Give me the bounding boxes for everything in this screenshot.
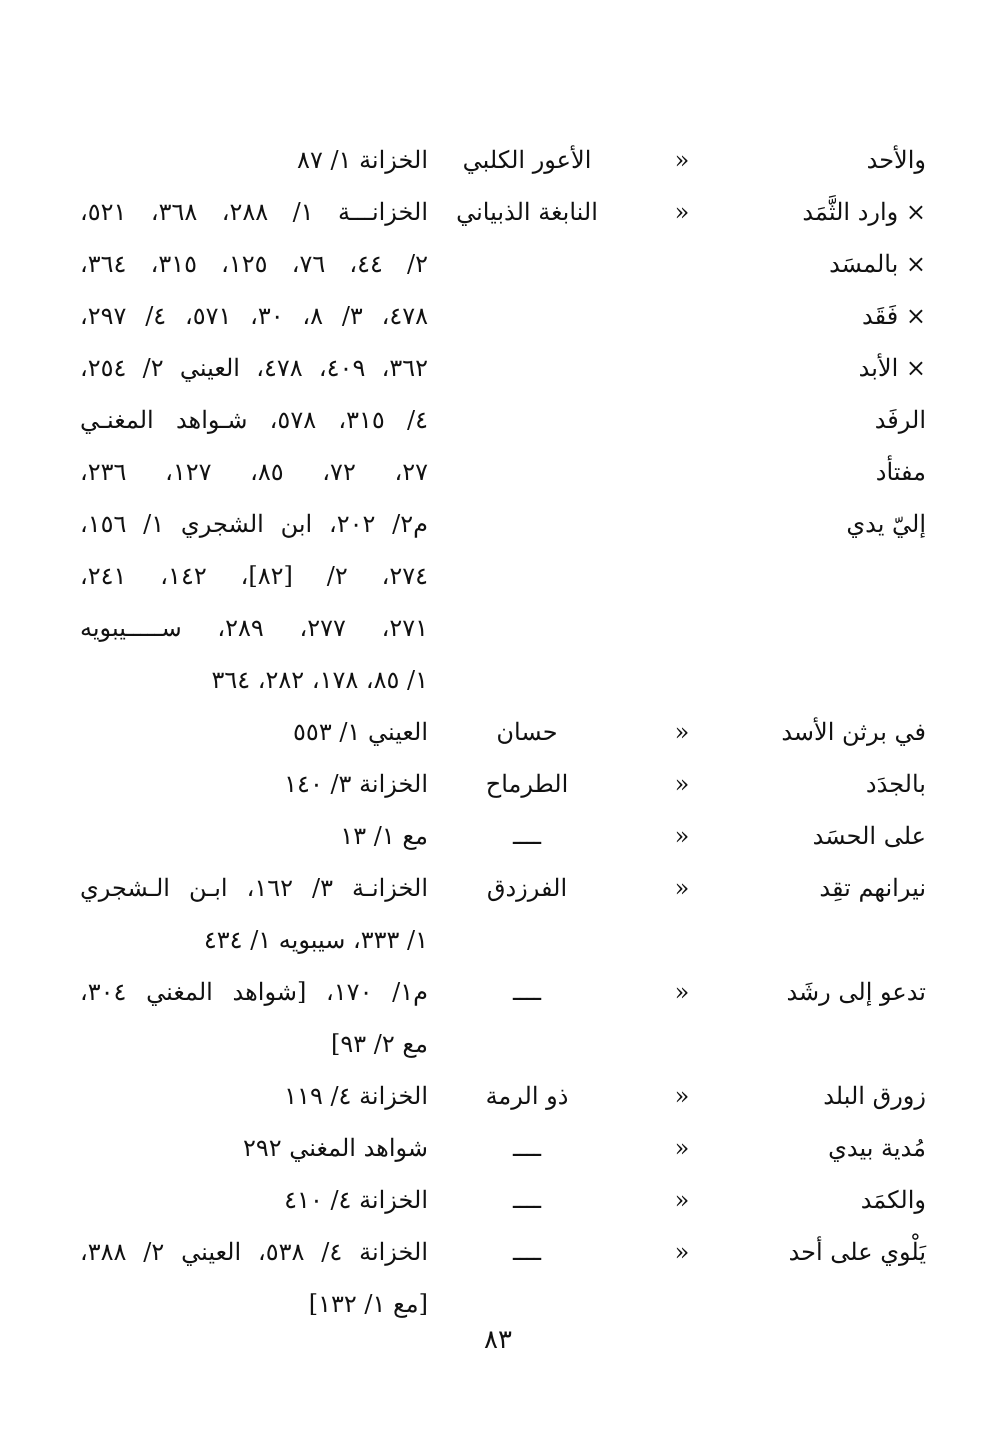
entry-reference: [مع ١/ ١٣٢] xyxy=(308,1290,428,1318)
ditto-mark: « xyxy=(674,198,690,226)
entry-poet: ذو الرمة xyxy=(485,1082,569,1110)
ditto-mark: « xyxy=(674,822,690,850)
entry-word: × وارد الثَّمَد xyxy=(802,198,926,226)
entry-reference: الخزانة ٤/ ٤١٠ xyxy=(284,1186,428,1214)
entry-reference: ٢٧، ٧٢، ٨٥، ١٢٧، ٢٣٦، xyxy=(80,458,428,486)
ditto-mark: « xyxy=(674,770,690,798)
entry-poet: الفرزدق xyxy=(486,874,568,902)
entry-word: الرفَد xyxy=(874,406,926,434)
entry-word: مُدية بيدي xyxy=(828,1134,926,1162)
ditto-mark: « xyxy=(674,146,690,174)
entry-reference: م١/ ١٧٠، [شواهد المغني ٣٠٤، xyxy=(80,978,428,1006)
entry-reference: الخزانة ١/ ٨٧ xyxy=(297,146,428,174)
entry-word: في برثن الأسد xyxy=(781,718,926,746)
ditto-mark: « xyxy=(674,874,690,902)
ditto-mark: « xyxy=(674,718,690,746)
ditto-mark: « xyxy=(674,1134,690,1162)
entry-reference: شواهد المغني ٢٩٢ xyxy=(242,1134,428,1162)
entry-poet: الأعور الكلبي xyxy=(462,146,592,174)
entry-word: بالجدَد xyxy=(865,770,926,798)
entry-poet: حسان xyxy=(496,718,558,746)
entry-word: زورق البلد xyxy=(823,1082,926,1110)
entry-poet: ــــ xyxy=(512,978,542,1006)
entry-word: نيرانهم تقِد xyxy=(819,874,926,902)
entry-poet: ــــ xyxy=(512,1134,542,1162)
entry-word: × الأبد xyxy=(858,354,926,382)
entry-reference: مع ٢/ ٩٣] xyxy=(330,1030,428,1058)
entry-reference: ٤/ ٣١٥، ٥٧٨، شـواهد المغنـي xyxy=(80,406,428,434)
entry-word: والأحد xyxy=(866,146,926,174)
entry-reference: مع ١/ ١٣ xyxy=(340,822,428,850)
entry-reference: ٢٧٤، ٢/ [٨٢]، ١٤٢، ٢٤١، xyxy=(80,562,428,590)
entry-reference: ١/ ٣٣٣، سيبويه ١/ ٤٣٤ xyxy=(203,926,428,954)
entry-poet: ــــ xyxy=(512,822,542,850)
entry-word: على الحسَد xyxy=(812,822,926,850)
entry-reference: ٣٦٢، ٤٠٩، ٤٧٨، العيني ٢/ ٢٥٤، xyxy=(80,354,429,382)
entry-reference: الخزانة ٤/ ١١٩ xyxy=(284,1082,428,1110)
entry-reference: ٤٧٨، ٣/ ٨، ٣٠، ٥٧١، ٤/ ٢٩٧، xyxy=(80,302,428,330)
entry-reference: الخزانة ٤/ ٥٣٨، العيني ٢/ ٣٨٨، xyxy=(80,1238,429,1266)
ditto-mark: « xyxy=(674,1238,690,1266)
ditto-mark: « xyxy=(674,1186,690,1214)
entry-word: إليّ يدي xyxy=(846,510,926,538)
entry-poet: الطرماح xyxy=(485,770,569,798)
entry-reference: ٢/ ٤٤، ٧٦، ١٢٥، ٣١٥، ٣٦٤، xyxy=(80,250,429,278)
entry-poet: ــــ xyxy=(512,1186,542,1214)
entry-poet: ــــ xyxy=(512,1238,542,1266)
entry-reference: م٢/ ٢٠٢، ابن الشجري ١/ ١٥٦، xyxy=(80,510,429,538)
page-number: ٨٣ xyxy=(484,1325,512,1355)
entry-word: يَلْوي على أحد xyxy=(788,1238,926,1266)
entry-reference: ١/ ٨٥، ١٧٨، ٢٨٢، ٣٦٤ xyxy=(211,666,428,694)
ditto-mark: « xyxy=(674,1082,690,1110)
entry-reference: الخزانة ٣/ ١٤٠ xyxy=(284,770,428,798)
entry-word: مفتأد xyxy=(875,458,926,486)
entry-word: تدعو إلى رشَد xyxy=(786,978,926,1006)
entry-word: × فَقَد xyxy=(862,302,926,330)
entry-word: × بالمسَد xyxy=(829,250,926,278)
entry-reference: الخزانـة ٣/ ١٦٢، ابـن الـشجري xyxy=(80,874,429,902)
entry-reference: الخزانـــة ١/ ٢٨٨، ٣٦٨، ٥٢١، xyxy=(80,198,429,226)
entry-poet: النابغة الذبياني xyxy=(456,198,598,226)
entry-reference: العيني ١/ ٥٥٣ xyxy=(293,718,428,746)
ditto-mark: « xyxy=(674,978,690,1006)
entry-reference: ٢٧١، ٢٧٧، ٢٨٩، ســـــيبويه xyxy=(80,614,429,642)
entry-word: والكمَد xyxy=(860,1186,926,1214)
